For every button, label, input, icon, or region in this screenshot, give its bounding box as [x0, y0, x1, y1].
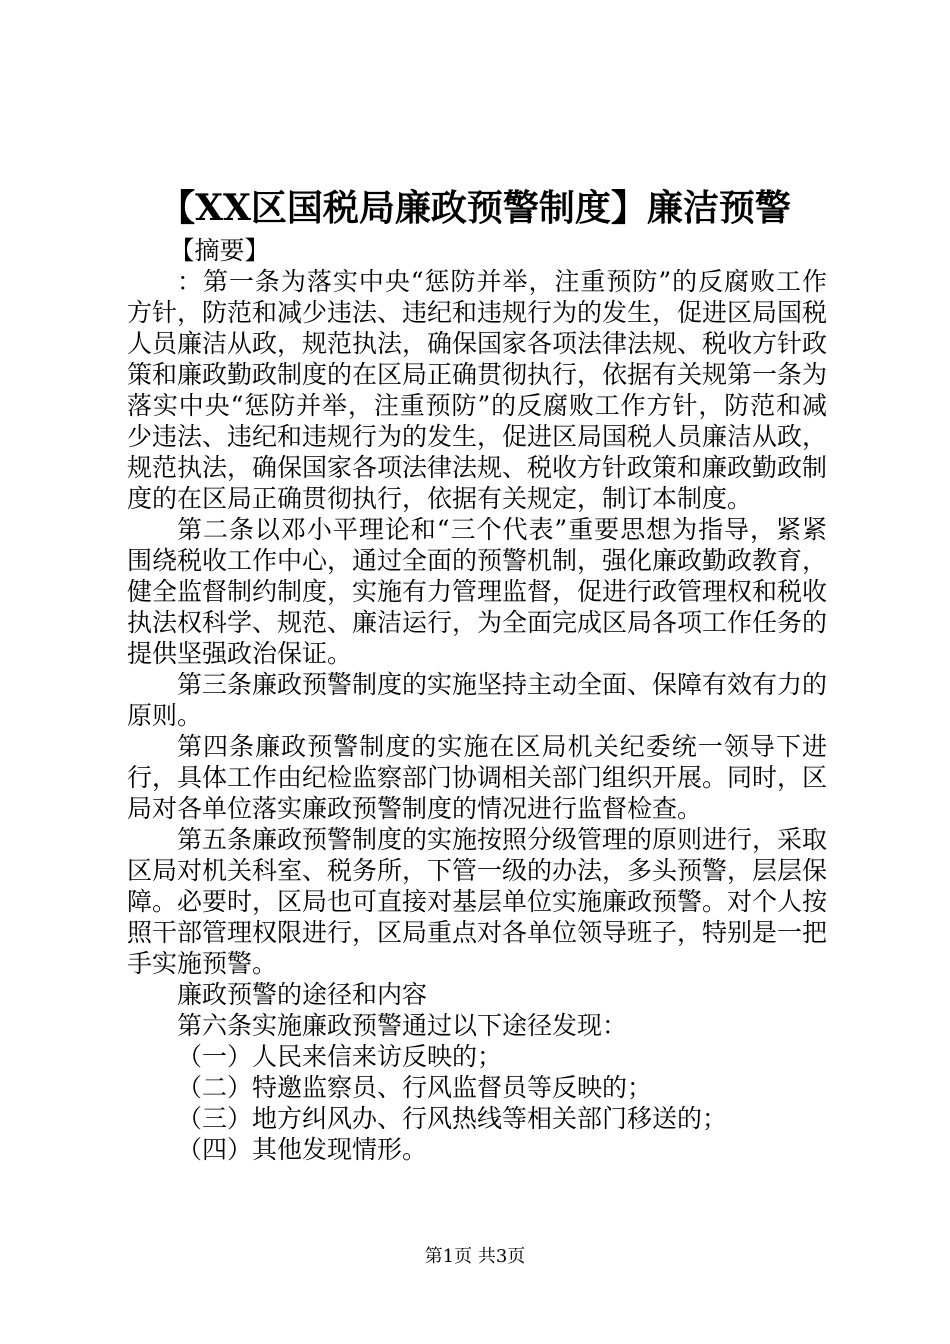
page-footer: 第1页 共3页: [424, 1246, 526, 1267]
article-two-paragraph: 第二条以邓小平理论和“三个代表”重要思想为指导，紧紧围绕税收工作中心，通过全面的预警机制，强化廉政勤政教育，健全监督制约制度，实施有力管理监督，促进行政管理权和税收执法权科学、规范、廉洁运行，为全面完成区局各项工作任务的提供坚强政治保证。: [127, 515, 828, 668]
section-heading: 廉政预警的途径和内容: [177, 980, 428, 1009]
list-item: （一）人民来信来访反映的；: [177, 1042, 503, 1071]
list-item: （三）地方纠风办、行风热线等相关部门移送的；: [177, 1104, 728, 1133]
list-item: （二）特邀监察员、行风监督员等反映的；: [177, 1073, 653, 1102]
document-title: 【XX区国税局廉政预警制度】廉洁预警: [159, 187, 791, 229]
article-three-paragraph: 第三条廉政预警制度的实施坚持主动全面、保障有效有力的原则。: [127, 670, 828, 730]
abstract-label: 【摘要】: [169, 236, 270, 265]
article-six-paragraph: 第六条实施廉政预警通过以下途径发现：: [177, 1011, 628, 1040]
list-item: （四）其他发现情形。: [177, 1135, 428, 1164]
article-four-paragraph: 第四条廉政预警制度的实施在区局机关纪委统一领导下进行，具体工作由纪检监察部门协调相关部门组织开展。同时，区局对各单位落实廉政预警制度的情况进行监督检查。: [127, 732, 828, 823]
article-five-paragraph: 第五条廉政预警制度的实施按照分级管理的原则进行，采取区局对机关科室、税务所，下管一级的办法，多头预警，层层保障。必要时，区局也可直接对基层单位实施廉政预警。对个人按照干部管理权限进行，区局重点对各单位领导班子，特别是一把手实施预警。: [127, 825, 828, 978]
document-body: [127, 235, 827, 1165]
article-one-paragraph: ：第一条为落实中央“惩防并举，注重预防”的反腐败工作方针，防范和减少违法、违纪和违规行为的发生，促进区局国税人员廉洁从政，规范执法，确保国家各项法律法规、税收方针政策和廉政勤政制度的在区局正确贯彻执行，依据有关规第一条为落实中央“惩防并举，注重预防”的反腐败工作方针，防范和减少违法、违纪和违规行为的发生，促进区局国税人员廉洁从政，规范执法，确保国家各项法律法规、税收方针政策和廉政勤政制度的在区局正确贯彻执行，依据有关规定，制订本制度。: [127, 267, 828, 513]
